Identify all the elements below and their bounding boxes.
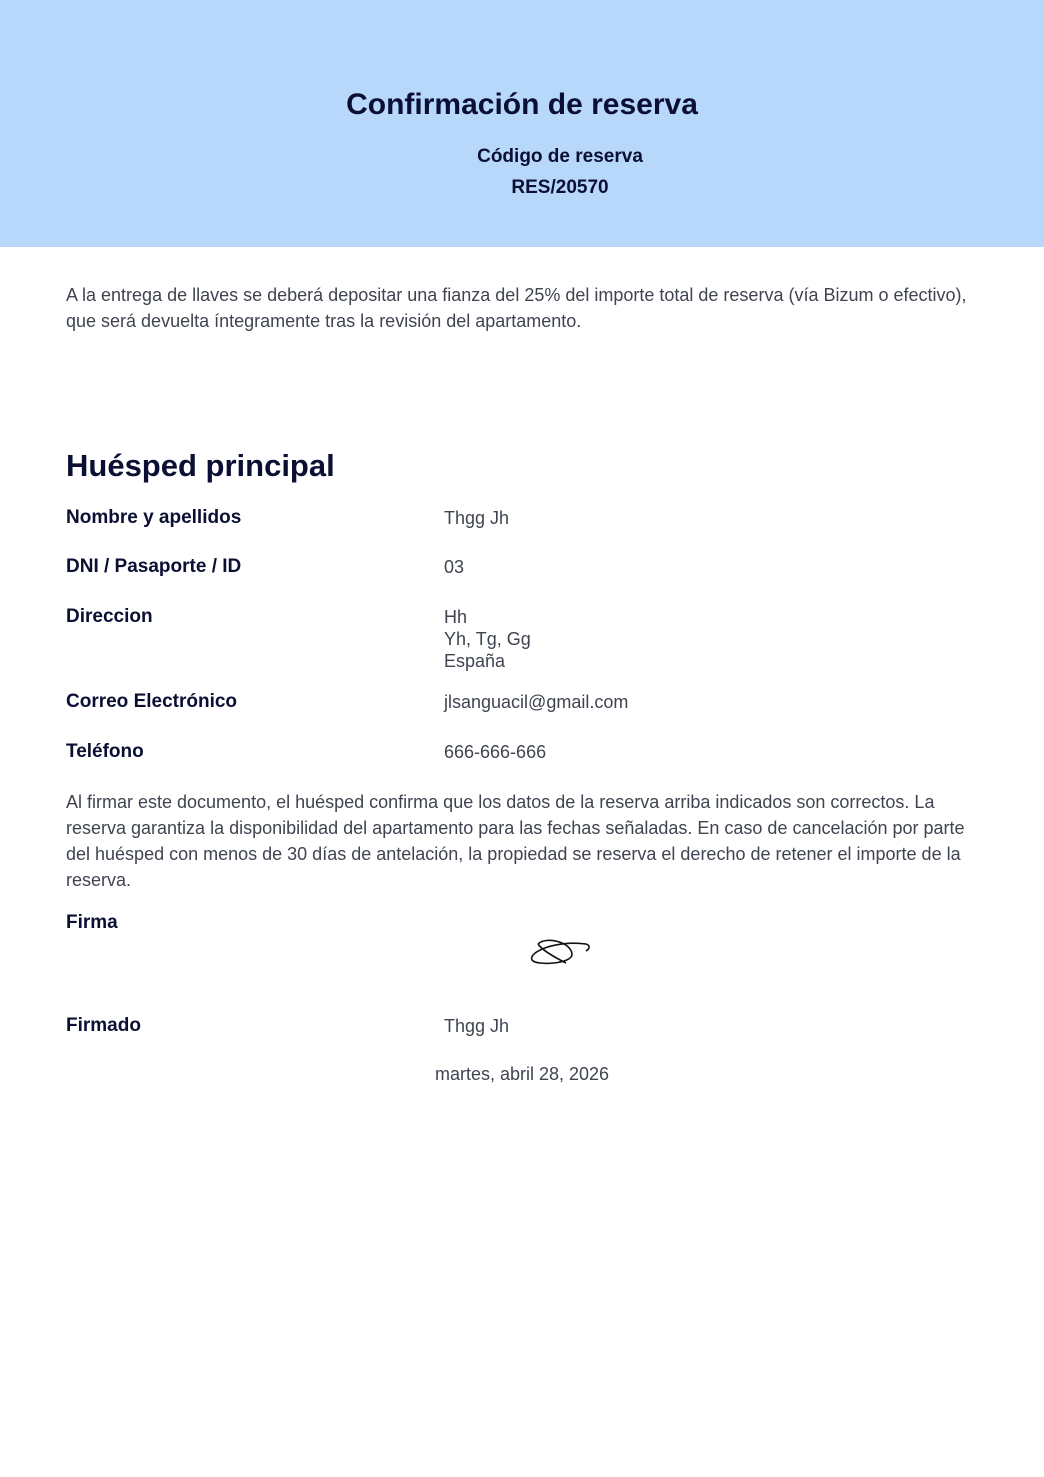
header-banner xyxy=(0,0,1044,247)
signature-label: Firma xyxy=(66,912,118,933)
email-label: Correo Electrónico xyxy=(66,691,238,712)
booking-code: RES/20570 xyxy=(511,177,609,198)
address-label: Direccion xyxy=(66,606,153,627)
guest-heading: Huésped principal xyxy=(66,448,335,483)
signed-by: Thgg Jh xyxy=(444,1016,510,1036)
name-label: Nombre y apellidos xyxy=(66,507,242,528)
phone-value: 666-666-666 xyxy=(444,742,547,762)
signature-date: martes, abril 28, 2026 xyxy=(434,1064,610,1084)
address-line2: Yh, Tg, Gg xyxy=(444,629,531,649)
terms-text: Al firmar este documento, el huésped confirma que los datos de la reserva arriba indicados son correctos. La reserva garantiza la disponibilidad del apartamento para las fechas señaladas. En caso de cancelación por parte del huésped con menos de 30 días de antelación, la propiedad se reserva el derecho de retener el importe de la reserva. xyxy=(66,792,965,890)
deposit-notice: A la entrega de llaves se deberá depositar una fianza del 25% del importe total de reserva (vía Bizum o efectivo), que será devuelta íntegramente tras la revisión del apartamento. xyxy=(66,285,967,331)
page-title: Confirmación de reserva xyxy=(346,88,698,121)
signed-label: Firmado xyxy=(66,1015,141,1036)
signature-image xyxy=(526,934,592,970)
name-value: Thgg Jh xyxy=(444,508,510,528)
id-label: DNI / Pasaporte / ID xyxy=(66,556,242,577)
id-value: 03 xyxy=(444,557,465,577)
address-line3: España xyxy=(444,651,506,671)
booking-code-label: Código de reserva xyxy=(477,146,643,167)
email-value: jlsanguacil@gmail.com xyxy=(444,692,629,712)
phone-label: Teléfono xyxy=(66,741,144,762)
address-line1: Hh xyxy=(444,607,468,627)
